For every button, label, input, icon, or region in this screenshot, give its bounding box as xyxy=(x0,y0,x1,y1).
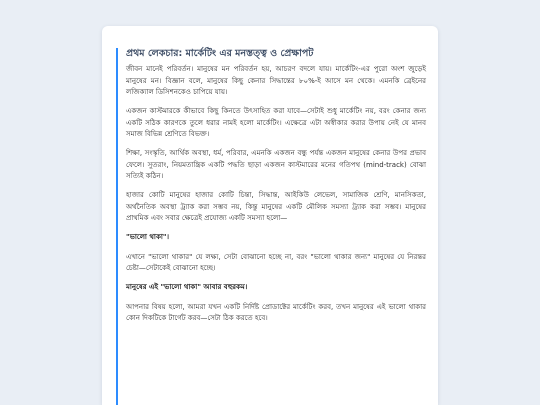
accent-bar xyxy=(116,48,118,405)
document-content xyxy=(126,48,426,332)
paragraph: শিক্ষা, সংস্কৃতি, আর্থিক অবস্থা, ধর্ম, পরিবার, এমনকি একজন বন্ধু পর্যন্ত একজন মানুষের কেনার উপর প্রভাব ফেলে। সুতরাং, নিয়মতান্ত্রিক একটি পদ্ধতি ছাড়া একজন কাস্টমারের মনের গতিপথ (mind-track) বোঝা সত্যিই কঠিন। xyxy=(126,149,426,181)
paragraph: হাজার কোটি মানুষের হাজার কোটি চিন্তা, সিদ্ধান্ত, আইকিউ লেভেল, সামাজিক শ্রেণি, মানসিকতা, অর্থনৈতিক অবস্থা ট্র্যাক করা সম্ভব নয়, কিন্তু মানুষের একটি মৌলিক সমস্যা ট্র্যাক করা সম্ভব। মানুষের প্রাথমিক এবং সবার ক্ষেত্রেই প্রযোজ্য একটি সমস্যা হলো— xyxy=(126,191,426,222)
emphasis-line: "ভালো থাকা"। xyxy=(126,233,170,242)
document-title: প্রথম লেকচার: মার্কেটিং এর মনস্তত্ত্ব ও প্রেক্ষাপট xyxy=(126,48,314,59)
paragraph: জীবন মানেই পরিবর্তন। মানুষের মন পরিবর্তন হয়, আচরণ বদলে যায়। মার্কেটিং-এর পুরো অংশ জুড়েই মানুষের মন। বিজ্ঞান বলে, মানুষের কিছু কেনার সিদ্ধান্তের ৮০%-ই আসে মন থেকে। এমনকি ব্রেইনের লজিক্যাল ডিসিশনকেও চাপিয়ে যায়। xyxy=(126,65,426,97)
paragraph: আপনার বিষয় হলো, আমরা যখন একটি নির্দিষ্ট প্রোডাক্টের মার্কেটিং করব, তখন মানুষের এই ভালো থাকার কোন দিকটিকে টার্গেট করব—সেটা ঠিক করতে হবে। xyxy=(126,302,426,322)
paragraph: একজন কাস্টমারকে কীভাবে কিছু কিনতে উৎসাহিত করা যাবে—সেটাই শুধু মার্কেটিং নয়, বরং কেনার জন্য একটি সঠিক কারণকে তুলে ধরার নামই হলো মার্কেটিং। এক্ষেত্রে এটা অস্বীকার করার উপায় নেই যে মানব সমাজ বিভিন্ন শ্রেণিতে বিভক্ত। xyxy=(126,107,426,139)
document-page xyxy=(102,26,438,405)
emphasis-line: মানুষের এই "ভালো থাকা" আবার বহুরকম। xyxy=(126,283,248,292)
paragraph: এখানে "ভালো থাকার" যে লক্ষ্য, সেটা বোঝানো হচ্ছে না, বরং "ভালো থাকার জন্য" মানুষের যে নিরন্তর চেষ্টা—সেটাকেই বোঝানো হচ্ছে। xyxy=(126,252,426,272)
